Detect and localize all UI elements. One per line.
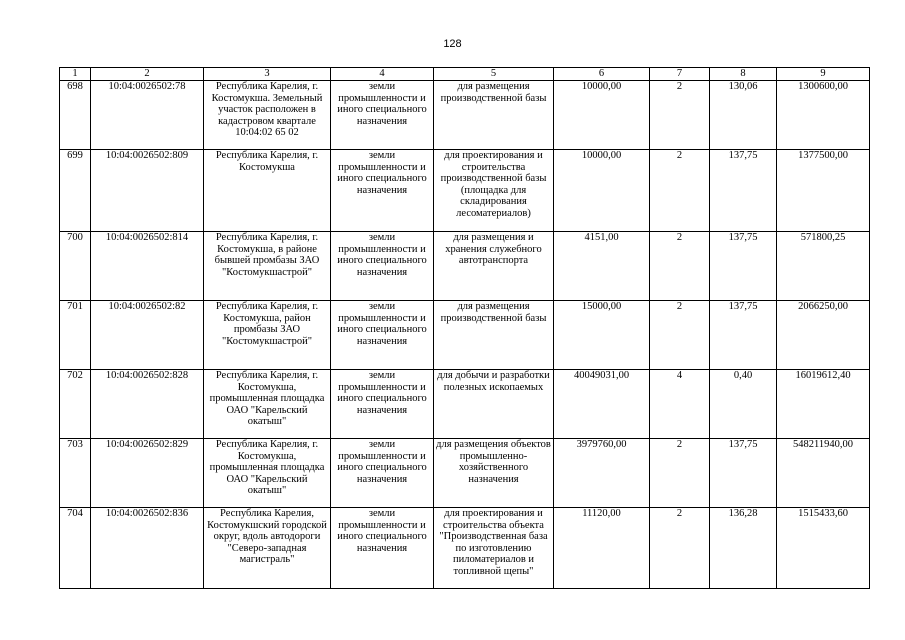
cell-row-number: 698 [60,81,91,150]
column-header: 1 [60,68,91,81]
cell-cadastral-number: 10:04:0026502:78 [91,81,204,150]
cell-column-8: 130,06 [710,81,777,150]
cell-address: Республика Карелия, г. Костомукша, район промбазы ЗАО "Костомукшастрой" [204,301,331,370]
cell-cadastral-number: 10:04:0026502:828 [91,370,204,439]
cell-permitted-use: для размещения производственной базы [434,81,554,150]
table-row [60,370,870,439]
table-row [60,301,870,370]
column-header: 5 [434,68,554,81]
cell-row-number: 702 [60,370,91,439]
cell-row-number: 704 [60,508,91,589]
cell-address: Республика Карелия, г. Костомукша, промышленная площадка ОАО "Карельский окатыш" [204,439,331,508]
cell-column-8: 0,40 [710,370,777,439]
cell-column-7: 4 [650,370,710,439]
cell-cadastral-number: 10:04:0026502:82 [91,301,204,370]
column-header: 6 [554,68,650,81]
land-registry-table [59,67,870,589]
cell-row-number: 701 [60,301,91,370]
cell-land-category: земли промышленности и иного специального назначения [331,150,434,232]
cell-value: 548211940,00 [777,439,870,508]
cell-column-7: 2 [650,508,710,589]
table-row [60,232,870,301]
cell-column-8: 137,75 [710,301,777,370]
cell-row-number: 703 [60,439,91,508]
table-row [60,81,870,150]
cell-area: 11120,00 [554,508,650,589]
cell-area: 10000,00 [554,150,650,232]
cell-land-category: земли промышленности и иного специального назначения [331,439,434,508]
cell-area: 4151,00 [554,232,650,301]
column-header: 7 [650,68,710,81]
cell-land-category: земли промышленности и иного специального назначения [331,81,434,150]
cell-land-category: земли промышленности и иного специального назначения [331,508,434,589]
cell-land-category: земли промышленности и иного специального назначения [331,370,434,439]
cell-value: 1515433,60 [777,508,870,589]
cell-value: 16019612,40 [777,370,870,439]
cell-address: Республика Карелия, г. Костомукша, в районе бывшей промбазы ЗАО "Костомукшастрой" [204,232,331,301]
cell-permitted-use: для проектирования и строительства производственной базы (площадка для складирования лесоматериалов) [434,150,554,232]
cell-address: Республика Карелия, Костомукшский городской округ, вдоль автодороги "Северо-западная магистраль" [204,508,331,589]
cell-value: 1300600,00 [777,81,870,150]
cell-area: 10000,00 [554,81,650,150]
cell-address: Республика Карелия, г. Костомукша, промышленная площадка ОАО "Карельский окатыш" [204,370,331,439]
cell-column-7: 2 [650,150,710,232]
cell-cadastral-number: 10:04:0026502:829 [91,439,204,508]
cell-value: 571800,25 [777,232,870,301]
cell-permitted-use: для размещения и хранения служебного автотранспорта [434,232,554,301]
cell-value: 1377500,00 [777,150,870,232]
cell-permitted-use: для размещения производственной базы [434,301,554,370]
cell-permitted-use: для добычи и разработки полезных ископаемых [434,370,554,439]
cell-column-8: 137,75 [710,232,777,301]
cell-cadastral-number: 10:04:0026502:814 [91,232,204,301]
cell-cadastral-number: 10:04:0026502:809 [91,150,204,232]
table-row [60,150,870,232]
cell-row-number: 700 [60,232,91,301]
column-header: 3 [204,68,331,81]
column-header: 4 [331,68,434,81]
cell-permitted-use: для размещения объектов промышленно-хозяйственного назначения [434,439,554,508]
table-row [60,508,870,589]
page-number: 128 [443,38,462,50]
header-row [60,68,870,81]
cell-value: 2066250,00 [777,301,870,370]
cell-address: Республика Карелия, г. Костомукша. Земельный участок расположен в кадастровом квартале 10:04:02 65 02 [204,81,331,150]
cell-column-8: 137,75 [710,439,777,508]
cell-area: 3979760,00 [554,439,650,508]
cell-column-7: 2 [650,232,710,301]
cell-column-7: 2 [650,439,710,508]
cell-permitted-use: для проектирования и строительства объекта "Производственная база по изготовлению пиломатериалов и топливной щепы" [434,508,554,589]
cell-column-7: 2 [650,301,710,370]
cell-land-category: земли промышленности и иного специального назначения [331,301,434,370]
cell-area: 15000,00 [554,301,650,370]
column-header: 8 [710,68,777,81]
column-header: 2 [91,68,204,81]
cell-address: Республика Карелия, г. Костомукша [204,150,331,232]
cell-column-7: 2 [650,81,710,150]
cell-area: 40049031,00 [554,370,650,439]
cell-cadastral-number: 10:04:0026502:836 [91,508,204,589]
table-row [60,439,870,508]
cell-row-number: 699 [60,150,91,232]
column-header: 9 [777,68,870,81]
cell-land-category: земли промышленности и иного специального назначения [331,232,434,301]
cell-column-8: 137,75 [710,150,777,232]
cell-column-8: 136,28 [710,508,777,589]
